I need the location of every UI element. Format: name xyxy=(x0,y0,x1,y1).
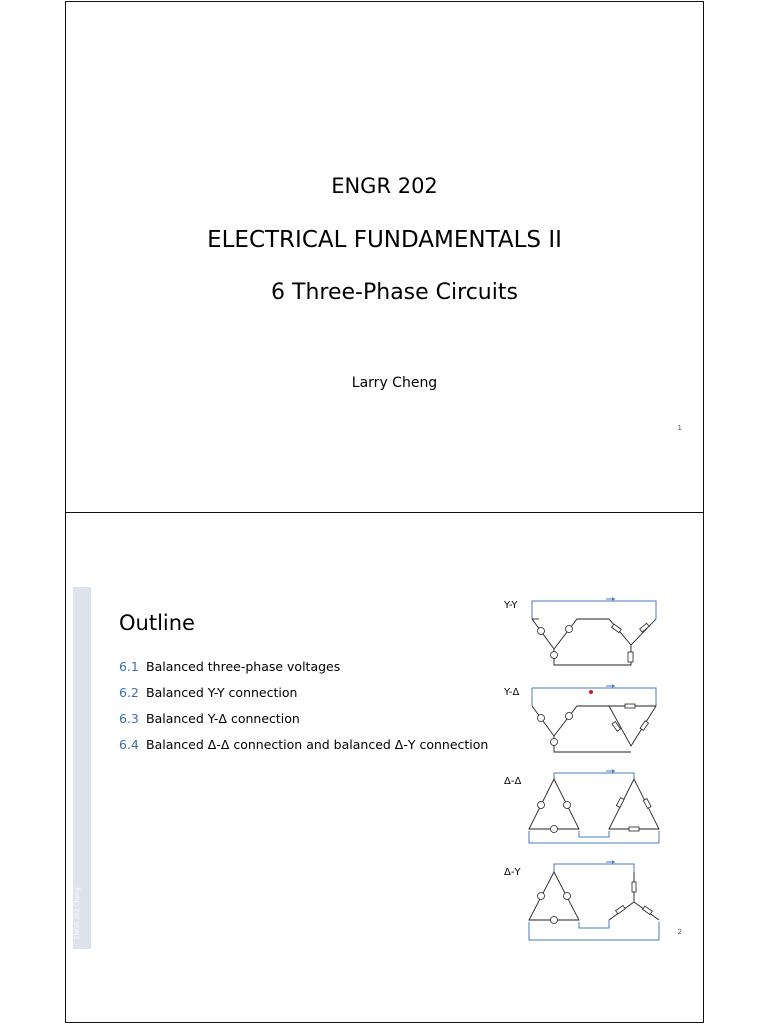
outline-item xyxy=(119,679,488,705)
page-number: 1 xyxy=(677,424,682,432)
course-title: ELECTRICAL FUNDAMENTALS II xyxy=(207,227,562,253)
item-text: Balanced three-phase voltages xyxy=(146,658,341,674)
deltay-circuit-svg xyxy=(499,864,669,942)
outline-item xyxy=(119,653,488,679)
yy-circuit-svg xyxy=(499,597,669,675)
side-bar-label: ENGR 202 Cheng xyxy=(74,887,81,939)
diagram-label: Δ-Δ xyxy=(504,776,522,787)
item-number: 6.2 xyxy=(119,684,139,700)
outline-title: Outline xyxy=(119,611,195,635)
course-code: ENGR 202 xyxy=(331,174,438,198)
diagram-label: Y-Δ xyxy=(504,687,520,698)
item-number: 6.3 xyxy=(119,710,139,726)
ydelta-circuit-svg xyxy=(499,684,669,762)
outline-slide xyxy=(65,512,704,1023)
deltadelta-circuit-diagram xyxy=(499,773,669,851)
item-text: Balanced Δ-Δ connection and balanced Δ-Y connection xyxy=(146,736,489,752)
item-text: Balanced Y-Y connection xyxy=(146,684,298,700)
diagram-label: Δ-Y xyxy=(504,867,521,878)
title-slide xyxy=(65,1,704,513)
ydelta-circuit-diagram xyxy=(499,684,669,762)
item-text: Balanced Y-Δ connection xyxy=(146,710,300,726)
item-number: 6.1 xyxy=(119,658,139,674)
deltadelta-circuit-svg xyxy=(499,773,669,851)
item-number: 6.4 xyxy=(119,736,139,752)
outline-item xyxy=(119,705,488,731)
diagram-label: Y-Y xyxy=(504,600,518,611)
side-bar xyxy=(73,587,91,949)
page-number: 2 xyxy=(677,928,682,936)
deltay-circuit-diagram xyxy=(499,864,669,942)
yy-circuit-diagram xyxy=(499,597,669,675)
outline-item xyxy=(119,731,488,757)
outline-list xyxy=(119,653,488,757)
chapter-title: 6 Three-Phase Circuits xyxy=(271,280,518,305)
author-name: Larry Cheng xyxy=(351,375,438,391)
